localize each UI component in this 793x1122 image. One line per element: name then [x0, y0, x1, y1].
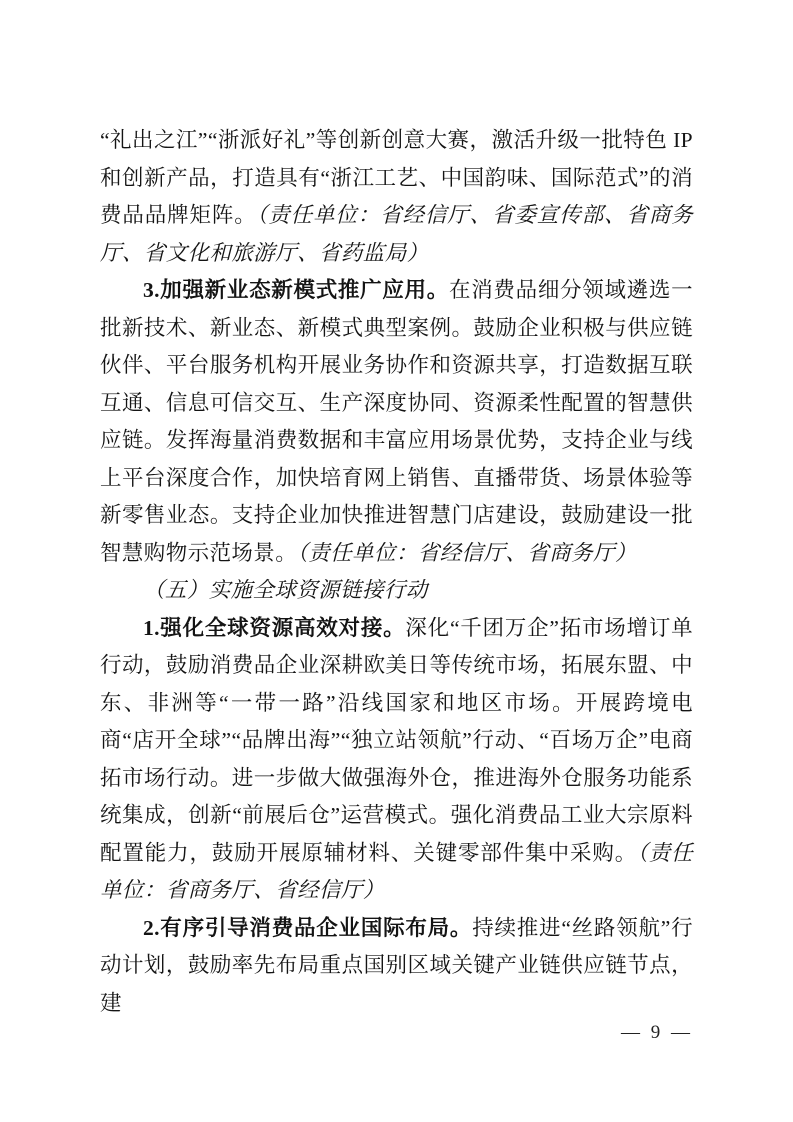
text-segment-kaiti: （责任单位：省商务厅、省经信厅）: [100, 840, 694, 902]
text-segment-bold: 3.加强新业态新模式推广应用。: [143, 278, 449, 302]
paragraph-continuation: [100, 122, 693, 272]
text-segment-kaiti: （责任单位：省经信厅、省委宣传部、省商务厅、省文化和旅游厅、省药监局）: [100, 203, 693, 265]
document-body: [100, 122, 693, 1022]
page-number: — 9 —: [621, 1022, 693, 1043]
paragraph-item-2: [100, 910, 693, 1023]
section-heading-five: [100, 572, 693, 610]
text-segment-kaiti-heading: （五）实施全球资源链接行动: [143, 578, 428, 602]
text-segment-normal: 深化“千团万企”拓市场增订单行动，鼓励消费品企业深耕欧美日等传统市场，拓展东盟、中东、非洲等“一带一路”沿线国家和地区市场。开展跨境电商“店开全球”“品牌出海”“独立站领航”行动、“百场万企”电商拓市场行动。进一步做大做强海外仓，推进海外仓服务功能系统集成，创新“前展后仓”运营模式。强化消费品工业大宗原料配置能力，鼓励开展原辅材料、关键零部件集中采购。: [100, 615, 694, 865]
paragraph-item-1: [100, 610, 693, 910]
text-segment-normal: 在消费品细分领域遴选一批新技术、新业态、新模式典型案例。鼓励企业积极与供应链伙伴、平台服务机构开展业务协作和资源共享，打造数据互联互通、信息可信交互、生产深度协同、资源柔性配置的智慧供应链。发挥海量消费数据和丰富应用场景优势，支持企业与线上平台深度合作，加快培育网上销售、直播带货、场景体验等新零售业态。支持企业加快推进智慧门店建设，鼓励建设一批智慧购物示范场景。: [100, 278, 693, 565]
text-segment-normal: 持续推进“丝路领航”行动计划，鼓励率先布局重点国别区域关键产业链供应链节点，建: [100, 915, 693, 1015]
text-segment-bold: 1.强化全球资源高效对接。: [143, 615, 406, 640]
page-footer: [100, 1022, 693, 1044]
paragraph-item-3: [100, 272, 693, 572]
text-segment-bold: 2.有序引导消费品企业国际布局。: [143, 915, 473, 940]
text-segment-normal: “礼出之江”“浙派好礼”等创新创意大赛，激活升级一批特色 IP 和创新产品，打造具有“浙江工艺、中国韵味、国际范式”的消费品品牌矩阵。: [100, 128, 693, 227]
text-segment-kaiti: （责任单位：省经信厅、省商务厅）: [297, 540, 637, 565]
